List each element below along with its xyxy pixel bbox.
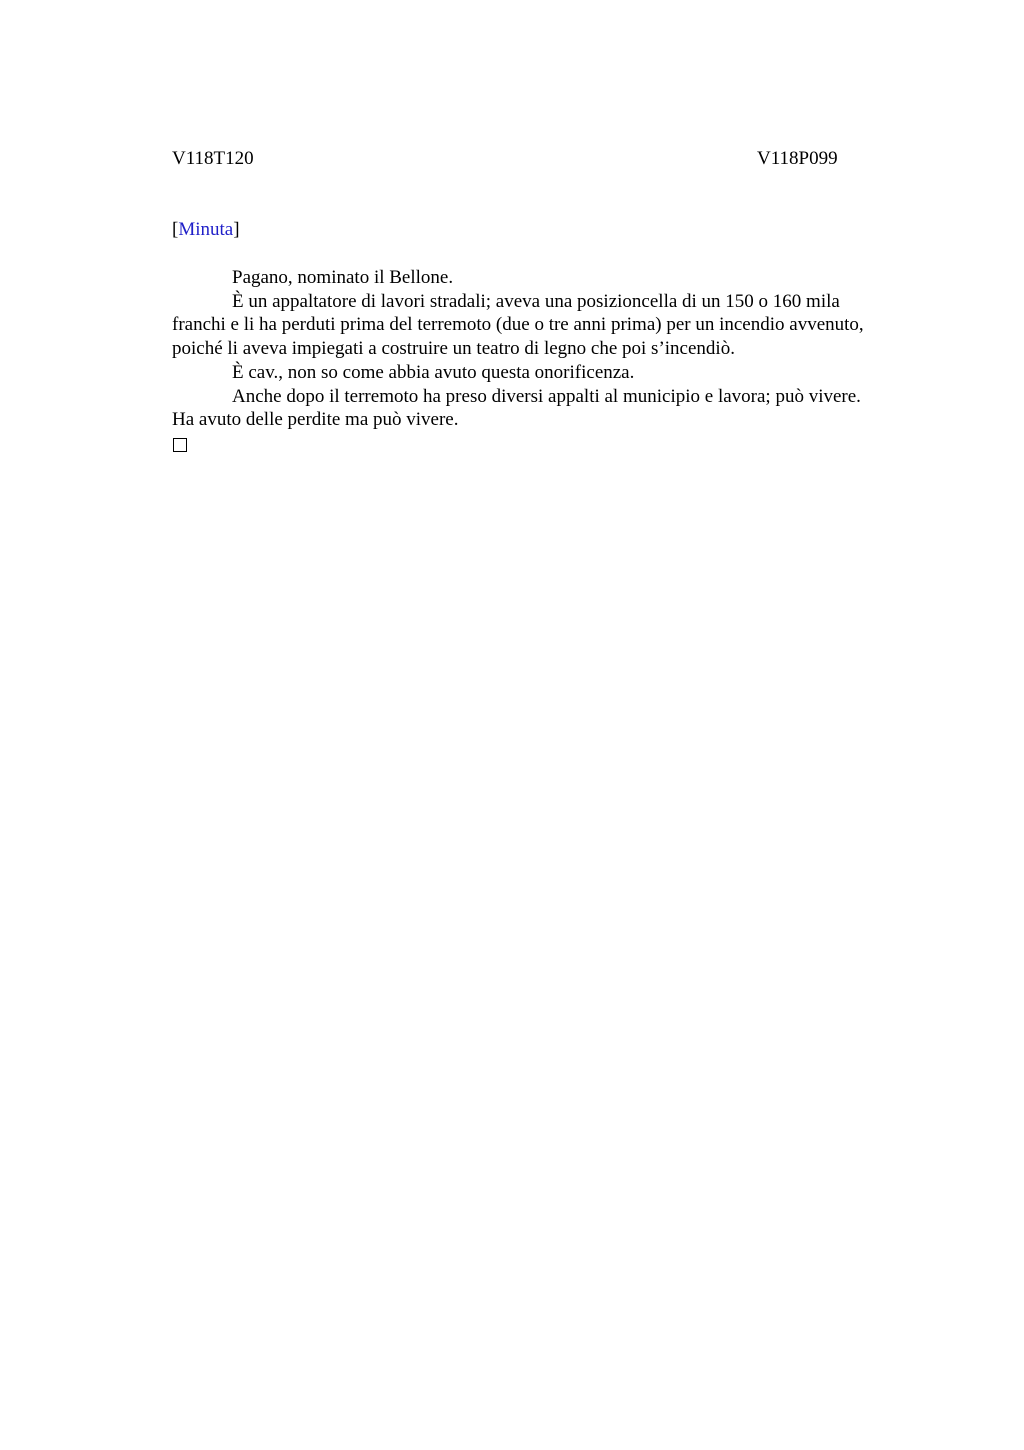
document-label: [172, 218, 240, 241]
paragraph-1: [172, 266, 928, 290]
label-open-bracket: [: [172, 219, 179, 240]
label-close-bracket: ]: [233, 219, 240, 240]
paragraph-line: Ha avuto delle perdite ma può vivere.: [172, 409, 459, 431]
paragraph-line: Pagano, nominato il Bellone.: [232, 267, 454, 288]
paragraph-line: franchi e li ha perduti prima del terremoto (due o tre anni prima) per un incendio avvenuto,: [172, 314, 864, 336]
paragraph-2-continuation: [172, 313, 928, 360]
document-code-left: V118T120: [172, 148, 254, 169]
paragraph-line: È cav., non so come abbia avuto questa onorificenza.: [232, 361, 635, 383]
empty-square-icon: [173, 438, 187, 452]
paragraph-4-continuation: [172, 408, 928, 432]
document-body: [172, 266, 928, 452]
paragraph-3: [172, 361, 928, 385]
document-code-right: V118P099: [757, 148, 838, 169]
paragraph-line: poiché li aveva impiegati a costruire un teatro di legno che poi s’incendiò.: [172, 338, 735, 360]
paragraph-line: Anche dopo il terremoto ha preso diversi appalti al municipio e lavora; può vivere.: [232, 385, 861, 407]
minuta-link[interactable]: Minuta: [178, 219, 234, 240]
paragraph-4: [172, 385, 928, 409]
paragraph-line: È un appaltatore di lavori stradali; aveva una posizioncella di un 150 o 160 mila: [232, 290, 840, 312]
paragraph-2: [172, 290, 928, 314]
